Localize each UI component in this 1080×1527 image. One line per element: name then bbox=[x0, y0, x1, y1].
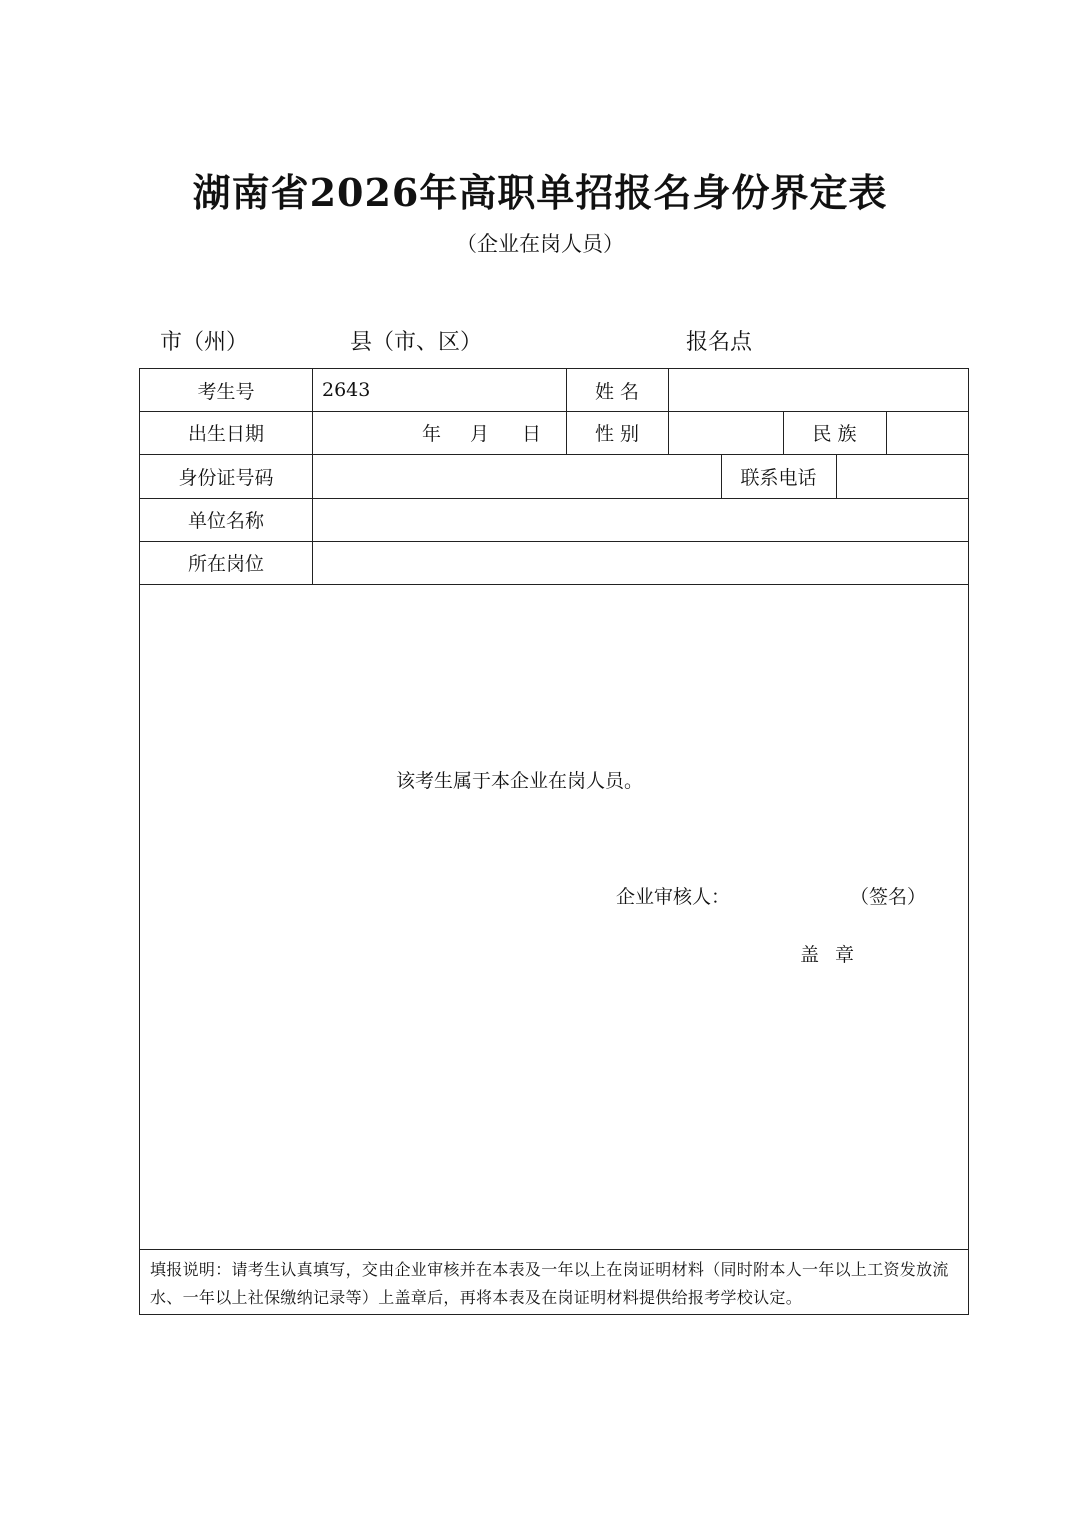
employer-field[interactable] bbox=[312, 498, 970, 541]
seal-label: 盖 章 bbox=[800, 944, 855, 966]
birth-date-label: 出生日期 bbox=[187, 423, 264, 445]
county-label: 县（市、区） bbox=[350, 330, 483, 355]
city-label: 市（州） bbox=[160, 330, 249, 355]
birth-day-unit: 日 bbox=[522, 423, 542, 445]
employment-statement: 该考生属于本企业在岗人员。 bbox=[396, 770, 644, 792]
page-subtitle: （企业在岗人员） bbox=[456, 232, 624, 256]
name-label: 姓 名 bbox=[594, 380, 640, 403]
birth-date-field[interactable] bbox=[312, 411, 566, 454]
ethnicity-label: 民 族 bbox=[812, 423, 857, 445]
position-field[interactable] bbox=[312, 541, 970, 584]
registration-site-label: 报名点 bbox=[686, 330, 753, 355]
id-number-label: 身份证号码 bbox=[178, 466, 274, 489]
page-title: 湖南省2026年高职单招报名身份界定表 bbox=[192, 170, 888, 215]
phone-label: 联系电话 bbox=[740, 466, 817, 489]
filling-instructions: 填报说明：请考生认真填写，交由企业审核并在本表及一年以上在岗证明材料（同时附本人一年以上工资发放流水、一年以上社保缴纳记录等）上盖章后，再将本表及在岗证明材料提供给报考学校认定。 bbox=[150, 1260, 949, 1307]
birth-month-unit: 月 bbox=[470, 423, 490, 445]
reviewer-label: 企业审核人： bbox=[616, 886, 731, 908]
employer-label: 单位名称 bbox=[187, 510, 264, 532]
name-field[interactable] bbox=[668, 369, 970, 411]
signature-label: （签名） bbox=[850, 886, 927, 908]
phone-field[interactable] bbox=[836, 454, 970, 498]
row-divider bbox=[140, 1249, 968, 1250]
row-divider bbox=[140, 584, 968, 585]
exam-number-label: 考生号 bbox=[197, 380, 255, 403]
ethnicity-field[interactable] bbox=[886, 411, 970, 454]
identity-form-table bbox=[139, 368, 969, 1315]
gender-field[interactable] bbox=[668, 411, 783, 454]
position-label: 所在岗位 bbox=[187, 553, 264, 575]
id-number-field[interactable] bbox=[312, 454, 721, 498]
gender-label: 性 别 bbox=[594, 423, 640, 445]
birth-year-unit: 年 bbox=[422, 423, 442, 445]
exam-number-field[interactable]: 2643 bbox=[322, 379, 371, 401]
